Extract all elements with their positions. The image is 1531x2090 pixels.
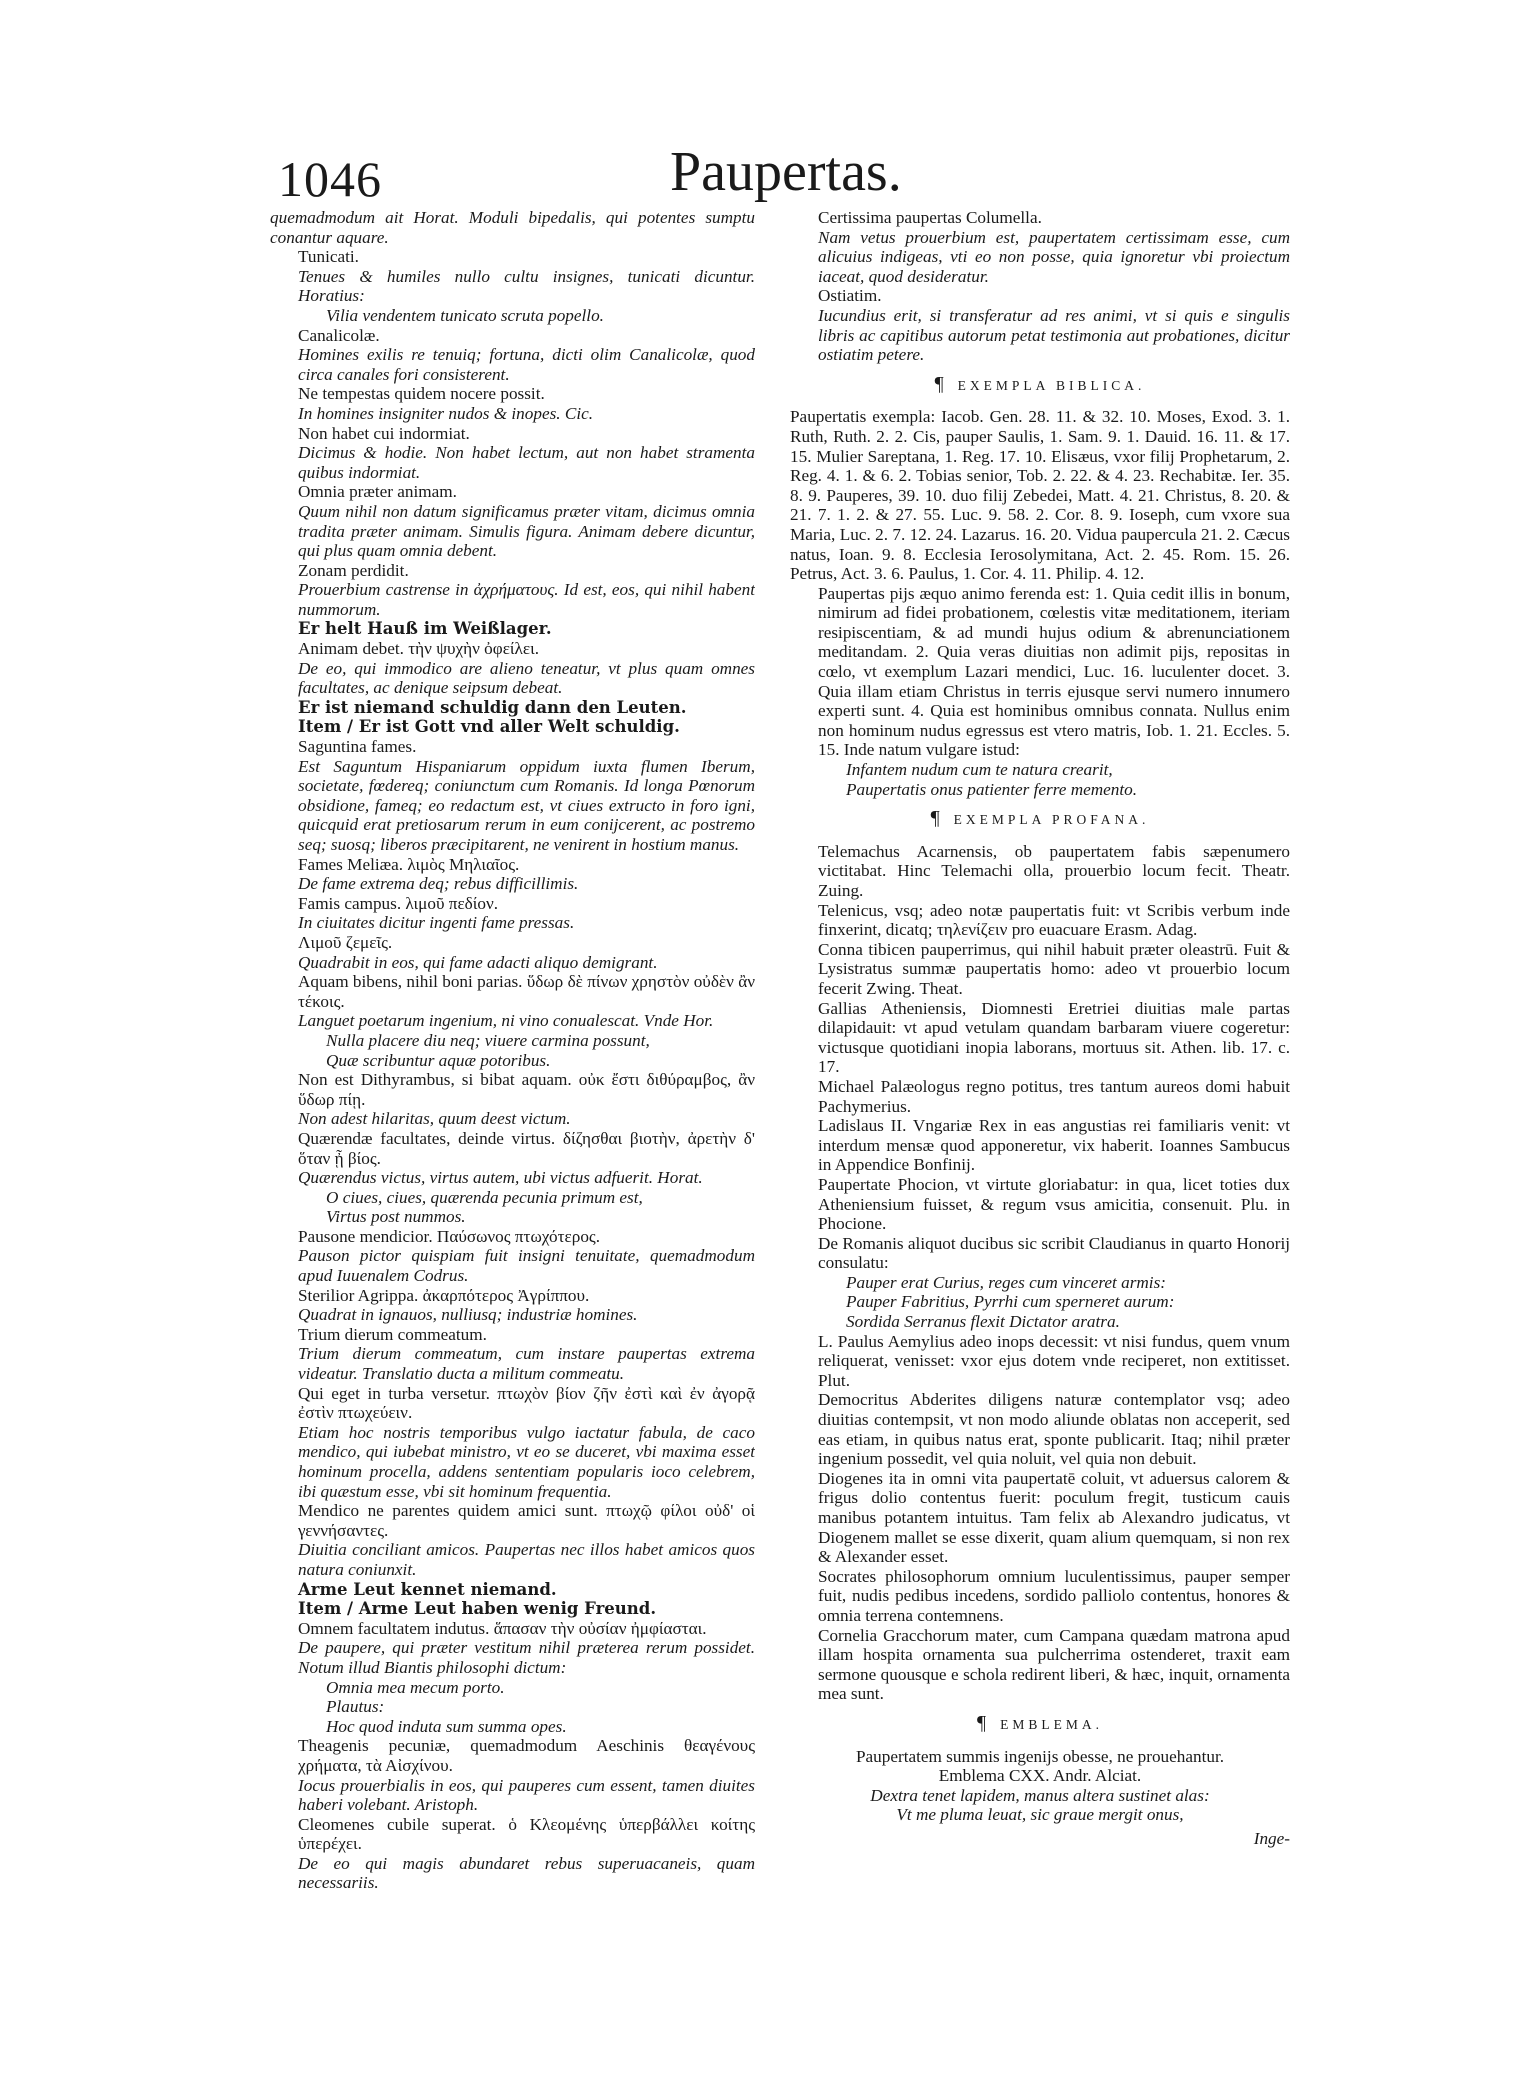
- text-line: De eo qui magis abundaret rebus superuacaneis, quam necessariis.: [298, 1853, 755, 1893]
- text-line: Non habet cui indormiat.: [298, 423, 470, 443]
- text-line: Cornelia Gracchorum mater, cum Campana quædam matrona apud illam hospita ornamenta sua pulcherrima ostenderet, traxit eam sermone quousque e schola redirent liberi, & hæc, inquit, ornamenta mea sunt.: [818, 1625, 1290, 1704]
- text-line: Diogenes ita in omni vita paupertatē coluit, vt aduersus calorem & frigus dolio contentus fuerit: poculum fregit, tusticum cauis manibus potantem intuitus. Tam felix ab Alexandro judicatus, vt Diogenem mallet se esse dixerit, quam alium quemquam, si non rex & Alexander esset.: [818, 1468, 1290, 1567]
- text-line: Iocus prouerbialis in eos, qui pauperes cum essent, tamen diuites haberi volebant. Aristoph.: [298, 1775, 755, 1815]
- text-line: Quærendus victus, virtus autem, ubi victus adfuerit. Horat.: [298, 1168, 703, 1188]
- text-line: Conna tibicen pauperrimus, qui nihil habuit præter oleastrū. Fuit & Lysistratus summæ paupertatis homo: adeo vt prouerbio locum fecerit Zwing. Theat.: [818, 939, 1290, 998]
- text-line: Est Saguntum Hispaniarum oppidum iuxta flumen Iberum, societate, fœdereq; coniunctum cum Romanis. Id longa Pœnorum obsidione, fameq; eo redactum est, vt ciues extructo in foro igni, quicquid erat pretiosarum rerum in eum conijcerent, ac postremo seq; suosq; liberos præcipitarent, ne venirent in hostium manus.: [298, 756, 755, 854]
- section-heading: [790, 809, 1290, 830]
- text-line: Virtus post nummos.: [326, 1207, 466, 1227]
- text-line: Hoc quod induta sum summa opes.: [326, 1716, 567, 1736]
- text-line: Nam vetus prouerbium est, paupertatem certissimam esse, cum alicuius indigeas, vti eo non posse, quia ignoretur vbi proiectum iaceat, quod desideratur.: [818, 227, 1290, 286]
- left-column: [270, 208, 755, 1908]
- text-line: Democritus Abderites diligens naturæ contemplator vsq; adeo diuitias contempsit, vt non modo aliunde oblatas non acceperit, sed eas etiam, in quibus natus erat, sponte publicarit. Itaq; nihil præter ingenium possedit, vel quia noluit, vel quia non debuit.: [818, 1390, 1290, 1469]
- text-line: Er ist niemand schuldig dann den Leuten.: [298, 697, 687, 717]
- text-line: Languet poetarum ingenium, ni vino conualescat. Vnde Hor.: [298, 1011, 714, 1031]
- text-line: De fame extrema deq; rebus difficillimis.: [298, 874, 579, 894]
- text-line: Non est Dithyrambus, si bibat aquam. οὐκ ἔστι διθύραμβος, ἂν ὕδωρ πίῃ.: [298, 1070, 755, 1109]
- text-line: Pauson pictor quispiam fuit insigni tenuitate, quemadmodum apud Iuuenalem Codrus.: [298, 1246, 755, 1286]
- text-line: In homines insigniter nudos & inopes. Cic.: [298, 403, 594, 423]
- text-line: Omnem facultatem indutus. ἅπασαν τὴν οὐσίαν ἠμφίασται.: [298, 1618, 707, 1638]
- text-line: Infantem nudum cum te natura crearit,: [846, 760, 1113, 780]
- text-line: Tunicati.: [298, 247, 359, 267]
- text-line: Iucundius erit, si transferatur ad res animi, vt si quis e singulis libris ac capitibus autorum petat testimonia aut probationes, dicitur ostiatim petere.: [818, 305, 1290, 365]
- text-line: Ne tempestas quidem nocere possit.: [298, 384, 545, 404]
- text-line: Trium dierum commeatum.: [298, 1324, 487, 1344]
- right-column: [790, 208, 1290, 1948]
- text-line: Socrates philosophorum omnium luculentissimus, pauper semper fuit, nudis pedibus incedens, sordido palliolo contentus, honores & omnia terrena contemnens.: [818, 1566, 1290, 1625]
- section-heading-text: EXEMPLA BIBLICA.: [957, 377, 1146, 393]
- text-line: Famis campus. λιμοῦ πεδίον.: [298, 893, 499, 913]
- text-line: Emblema CXX. Andr. Alciat.: [938, 1766, 1142, 1786]
- text-line: Qui eget in turba versetur. πτωχὸν βίον ζῆν ἐστὶ καὶ ἐν ἀγορᾷ ἐστὶν πτωχεύειν.: [298, 1383, 755, 1423]
- text-line: De Romanis aliquot ducibus sic scribit Claudianus in quarto Honorij consulatu:: [818, 1233, 1290, 1273]
- text-line: Vilia vendentem tunicato scruta popello.: [326, 305, 604, 325]
- text-line: Quadrat in ignauos, nulliusq; industriæ homines.: [298, 1305, 638, 1325]
- text-line: quemadmodum ait Horat. Moduli bipedalis, qui potentes sumptu conantur aquare.: [270, 208, 755, 247]
- text-line: Quadrabit in eos, qui fame adacti aliquo demigrant.: [298, 952, 658, 972]
- pilcrow-icon: ¶: [977, 1711, 987, 1734]
- text-line: Non adest hilaritas, quum deest victum.: [298, 1109, 571, 1129]
- text-line: Ladislaus II. Vngariæ Rex in eas angustias rei familiaris venit: vt interdum mensæ quod apponeretur, vix haberit. Ioannes Sambucus in Appendice Bonfinij.: [818, 1116, 1290, 1175]
- text-line: Nulla placere diu neq; viuere carmina possunt,: [326, 1030, 650, 1050]
- text-line: L. Paulus Aemylius adeo inops decessit: vt nisi fundus, quem vnum reliquerat, venisset: vxor ejus dotem vnde reciperet, non extitisset. Plut.: [818, 1331, 1290, 1390]
- running-title: Paupertas.: [670, 141, 902, 203]
- text-line: Plautus:: [326, 1697, 385, 1717]
- text-line: Dicimus & hodie. Non habet lectum, aut non habet stramenta quibus indormiat.: [298, 443, 755, 482]
- text-line: Telemachus Acarnensis, ob paupertatem fabis sæpenumero victitabat. Hinc Telemachi olla, prouerbio locum fecit. Theatr. Zuing.: [818, 841, 1290, 900]
- text-line: Fames Meliæa. λιμὸς Μηλιαῖος.: [298, 854, 520, 874]
- text-line: Aquam bibens, nihil boni parias. ὕδωρ δὲ πίνων χρηστὸν οὐδὲν ἂν τέκοις.: [298, 972, 755, 1011]
- text-line: Ostiatim.: [818, 286, 882, 306]
- text-line: Homines exilis re tenuiq; fortuna, dicti olim Canalicolæ, quod circa canales fori consisterent.: [298, 345, 755, 384]
- text-line: Paupertatem summis ingenijs obesse, ne prouehantur.: [855, 1746, 1225, 1766]
- text-line: Paupertas pijs æquo animo ferenda est: 1. Quia cedit illis in bonum, nimirum ad fidei probationem, cœlestis vitæ meditationem, iteriam resipiscentiam, & ad mundi hujus odium & abrenunciationem meditandam. 2. Quia veras diuitias non adimit pijs, repositas in cœlo, vt exemplum Lazari mendici, Luc. 16. luculenter docet. 3. Quia illam etiam Christus in terris ejusque servi numero innumero experti sunt. 4. Quia est hominibus omnibus connata. Nullus enim non hominum nudus egressus est vtero matris, Iob. 1. 21. Eccles. 5. 15. Inde natum vulgare istud:: [818, 583, 1290, 760]
- text-line: Sterilior Agrippa. ἀκαρπότερος Ἀγρίππου.: [298, 1285, 590, 1305]
- text-line: Animam debet. τὴν ψυχὴν ὀφείλει.: [298, 639, 540, 659]
- text-line: Gallias Atheniensis, Diomnesti Eretriei diuitias male partas dilapidauit: vt apud vetulam quandam barbaram viuere cogeretur: victusque quotidiani inopia laborans, mortuus sit. Athen. lib. 17. c. 17.: [818, 998, 1290, 1077]
- section-heading-text: EMBLEMA.: [1000, 1716, 1103, 1732]
- text-line: Pauper Fabritius, Pyrrhi cum sperneret aurum:: [846, 1292, 1175, 1312]
- text-line: Zonam perdidit.: [298, 560, 409, 580]
- text-line: Omnia mea mecum porto.: [326, 1677, 505, 1697]
- text-line: Trium dierum commeatum, cum instare paupertas extrema videatur. Translatio ducta a militum commeatu.: [298, 1344, 755, 1384]
- text-line: Tenues & humiles nullo cultu insignes, tunicati dicuntur. Horatius:: [298, 266, 755, 306]
- text-line: Dextra tenet lapidem, manus altera sustinet alas:: [870, 1785, 1210, 1805]
- page-number: 1046: [278, 151, 382, 207]
- text-line: Λιμοῦ ζεμεῖς.: [298, 932, 393, 952]
- text-line: Paupertatis exempla: Iacob. Gen. 28. 11. & 32. 10. Moses, Exod. 3. 1. Ruth, Ruth. 2. 2. Cis, pauper Saulis, 1. Sam. 9. 1. Dauid. 16. 11. & 17. 15. Mulier Sareptana, 1. Reg. 17. 10. Elisæus, vxor filij Prophetarum, 2. Reg. 4. 1. & 6. 2. Tobias senior, Tob. 2. 22. & 4. 23. Rechabitæ. Ier. 35. 8. 9. Pauperes, 39. 10. duo filij Zebedei, Matt. 4. 21. Christus, 8. 20. & 21. 7. 1. 2. & 27. 55. Luc. 9. 58. 2. Cor. 8. 9. Ioseph, cum vxore sua Maria, Luc. 2. 7. 12. 24. Lazarus. 16. 20. Vidua paupercula 21. 2. Cæcus natus, Ioan. 9. 8. Ecclesia Ierosolymitana, Act. 2. 45. Rom. 15. 26. Petrus, Act. 3. 6. Paulus, 1. Cor. 4. 11. Philip. 4. 12.: [790, 407, 1290, 584]
- text-line: Certissima paupertas Columella.: [818, 208, 1042, 227]
- text-line: Inge-: [1253, 1828, 1290, 1848]
- text-line: Pausone mendicior. Παύσωνος πτωχότερος.: [298, 1226, 601, 1246]
- text-line: Mendico ne parentes quidem amici sunt. πτωχῷ φίλοι οὐδ' οἱ γεννήσαντες.: [298, 1501, 755, 1540]
- text-line: Vt me pluma leuat, sic graue mergit onus,: [896, 1805, 1184, 1825]
- text-line: Sordida Serranus flexit Dictator aratra.: [846, 1312, 1120, 1332]
- text-line: Quæ scribuntur aquæ potoribus.: [326, 1050, 551, 1070]
- text-line: O ciues, ciues, quærenda pecunia primum est,: [326, 1187, 643, 1207]
- section-heading-text: EXEMPLA PROFANA.: [953, 812, 1150, 828]
- pilcrow-icon: ¶: [930, 807, 940, 830]
- text-line: Omnia præter animam.: [298, 482, 457, 502]
- text-line: Er helt Hauß im Weißlager.: [298, 619, 552, 639]
- text-line: Prouerbium castrense in ἀχρήματους. Id est, eos, qui nihil habent nummorum.: [298, 580, 755, 619]
- text-line: In ciuitates dicitur ingenti fame pressas.: [298, 913, 575, 933]
- text-line: Diuitia conciliant amicos. Paupertas nec illos habet amicos quos natura coniunxit.: [298, 1540, 755, 1579]
- section-heading: [790, 372, 1290, 396]
- text-line: Paupertate Phocion, vt virtute gloriabatur: in qua, licet toties dux Atheniensium fuisset, & regum vsus amicitia, consenuit. Plu. in Phocione.: [818, 1174, 1290, 1234]
- text-line: Michael Palæologus regno potitus, tres tantum aureos domi habuit Pachymerius.: [818, 1076, 1290, 1116]
- text-line: Arme Leut kennet niemand.: [298, 1579, 557, 1599]
- text-line: Pauper erat Curius, reges cum vinceret armis:: [846, 1272, 1166, 1292]
- text-line: Item / Er ist Gott vnd aller Welt schuldig.: [298, 717, 680, 737]
- text-line: Paupertatis onus patienter ferre memento.: [846, 779, 1138, 799]
- text-line: Quum nihil non datum significamus præter vitam, dicimus omnia tradita præter animam. Simulis figura. Animam debere dicuntur, qui plus quam omnia debent.: [298, 501, 755, 561]
- text-line: De eo, qui immodico are alieno teneatur, vt plus quam omnes facultates, ac denique seipsum debeat.: [298, 658, 755, 698]
- text-line: Theagenis pecuniæ, quemadmodum Aeschinis θεαγένους χρήματα, τὰ Αἰσχίνου.: [298, 1736, 755, 1775]
- text-line: Saguntina fames.: [298, 737, 417, 757]
- text-line: Cleomenes cubile superat. ὁ Κλεομένης ὑπερβάλλει κοίτης ὑπερέχει.: [298, 1814, 755, 1854]
- text-line: Telenicus, vsq; adeo notæ paupertatis fuit: vt Scribis verbum inde finxerint, dicatq; τηλενίζειν pro euacuare Erasm. Adag.: [818, 900, 1290, 940]
- pilcrow-icon: ¶: [934, 372, 944, 395]
- text-line: Quærendæ facultates, deinde virtus. δίζησθαι βιοτὴν, ἀρετὴν δ' ὅταν ᾖ βίος.: [298, 1128, 755, 1168]
- text-line: Canalicolæ.: [298, 325, 380, 345]
- text-line: Item / Arme Leut haben wenig Freund.: [298, 1599, 657, 1619]
- text-line: De paupere, qui præter vestitum nihil præterea rerum possidet. Notum illud Biantis philosophi dictum:: [298, 1638, 755, 1677]
- section-heading: [790, 1711, 1290, 1735]
- text-line: Etiam hoc nostris temporibus vulgo iactatur fabula, de caco mendico, qui iubebat ministro, vt eo se duceret, vbi maxima esset hominum procella, addens sententiam popularis ioco celebrem, ibi quæstum esse, vbi sit hominum frequentia.: [298, 1422, 755, 1501]
